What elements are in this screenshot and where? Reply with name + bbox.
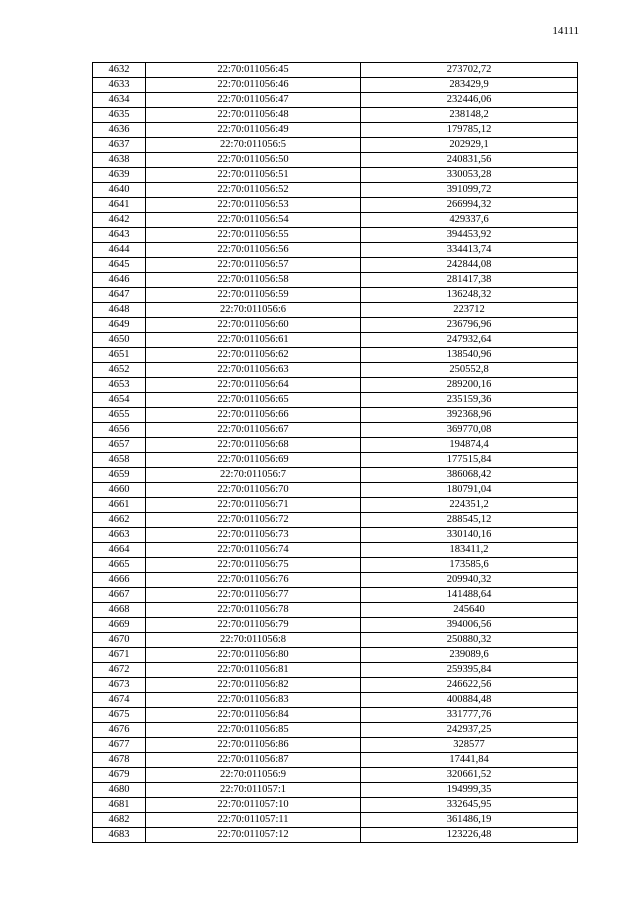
row-number-cell: 4669 [93,618,146,633]
cadastral-value-cell: 246622,56 [361,678,578,693]
row-number-cell: 4682 [93,813,146,828]
cadastral-number-cell: 22:70:011056:5 [146,138,361,153]
row-number-cell: 4664 [93,543,146,558]
cadastral-value-cell: 394453,92 [361,228,578,243]
table-row [93,273,578,288]
cadastral-value-cell: 236796,96 [361,318,578,333]
table-row [93,573,578,588]
row-number-cell: 4642 [93,213,146,228]
table-row [93,138,578,153]
row-number-cell: 4649 [93,318,146,333]
table-row [93,198,578,213]
row-number-cell: 4650 [93,333,146,348]
table-row [93,708,578,723]
row-number-cell: 4654 [93,393,146,408]
table-row [93,633,578,648]
cadastral-value-cell: 232446,06 [361,93,578,108]
cadastral-value-cell: 330140,16 [361,528,578,543]
cadastral-number-cell: 22:70:011056:48 [146,108,361,123]
row-number-cell: 4662 [93,513,146,528]
cadastral-number-cell: 22:70:011057:12 [146,828,361,843]
table-row [93,723,578,738]
table-row [93,213,578,228]
cadastral-value-cell: 136248,32 [361,288,578,303]
row-number-cell: 4683 [93,828,146,843]
cadastral-number-cell: 22:70:011056:61 [146,333,361,348]
cadastral-number-cell: 22:70:011056:6 [146,303,361,318]
cadastral-number-cell: 22:70:011056:79 [146,618,361,633]
cadastral-value-cell: 238148,2 [361,108,578,123]
cadastral-number-cell: 22:70:011056:81 [146,663,361,678]
cadastral-number-cell: 22:70:011056:65 [146,393,361,408]
cadastral-value-cell: 369770,08 [361,423,578,438]
row-number-cell: 4638 [93,153,146,168]
cadastral-value-cell: 141488,64 [361,588,578,603]
cadastral-value-cell: 245640 [361,603,578,618]
cadastral-number-cell: 22:70:011056:59 [146,288,361,303]
table-row [93,588,578,603]
cadastral-number-cell: 22:70:011056:64 [146,378,361,393]
table-row [93,78,578,93]
row-number-cell: 4634 [93,93,146,108]
row-number-cell: 4678 [93,753,146,768]
cadastral-value-cell: 250552,8 [361,363,578,378]
cadastral-number-cell: 22:70:011056:66 [146,408,361,423]
table-row [93,648,578,663]
cadastral-number-cell: 22:70:011056:60 [146,318,361,333]
cadastral-number-cell: 22:70:011056:9 [146,768,361,783]
cadastral-number-cell: 22:70:011056:68 [146,438,361,453]
cadastral-value-cell: 288545,12 [361,513,578,528]
cadastral-value-cell: 259395,84 [361,663,578,678]
cadastral-number-cell: 22:70:011056:55 [146,228,361,243]
cadastral-value-cell: 273702,72 [361,63,578,78]
cadastral-number-cell: 22:70:011056:69 [146,453,361,468]
row-number-cell: 4666 [93,573,146,588]
table-row [93,543,578,558]
cadastral-number-cell: 22:70:011056:76 [146,573,361,588]
table-row [93,183,578,198]
row-number-cell: 4632 [93,63,146,78]
row-number-cell: 4644 [93,243,146,258]
cadastral-value-cell: 250880,32 [361,633,578,648]
cadastral-number-cell: 22:70:011056:78 [146,603,361,618]
cadastral-value-cell: 239089,6 [361,648,578,663]
cadastral-value-cell: 320661,52 [361,768,578,783]
row-number-cell: 4635 [93,108,146,123]
table-row [93,483,578,498]
table-row [93,618,578,633]
row-number-cell: 4645 [93,258,146,273]
table-row [93,228,578,243]
cadastral-value-cell: 202929,1 [361,138,578,153]
row-number-cell: 4680 [93,783,146,798]
table-row [93,438,578,453]
cadastral-number-cell: 22:70:011056:71 [146,498,361,513]
cadastral-value-cell: 224351,2 [361,498,578,513]
cadastral-value-cell: 392368,96 [361,408,578,423]
row-number-cell: 4661 [93,498,146,513]
cadastral-number-cell: 22:70:011056:52 [146,183,361,198]
cadastral-number-cell: 22:70:011056:84 [146,708,361,723]
cadastral-value-cell: 283429,9 [361,78,578,93]
page-number: 14111 [552,25,579,37]
table-body [93,63,578,843]
row-number-cell: 4679 [93,768,146,783]
table-row [93,828,578,843]
cadastral-number-cell: 22:70:011056:74 [146,543,361,558]
row-number-cell: 4646 [93,273,146,288]
cadastral-value-cell: 240831,56 [361,153,578,168]
table-row [93,243,578,258]
table-row [93,363,578,378]
row-number-cell: 4676 [93,723,146,738]
row-number-cell: 4663 [93,528,146,543]
cadastral-value-cell: 209940,32 [361,573,578,588]
cadastral-number-cell: 22:70:011056:83 [146,693,361,708]
table-row [93,738,578,753]
cadastral-value-cell: 328577 [361,738,578,753]
cadastral-number-cell: 22:70:011057:10 [146,798,361,813]
row-number-cell: 4658 [93,453,146,468]
row-number-cell: 4670 [93,633,146,648]
cadastral-number-cell: 22:70:011056:77 [146,588,361,603]
cadastral-number-cell: 22:70:011056:56 [146,243,361,258]
cadastral-value-cell: 266994,32 [361,198,578,213]
cadastral-number-cell: 22:70:011056:49 [146,123,361,138]
table-row [93,603,578,618]
cadastral-number-cell: 22:70:011056:47 [146,93,361,108]
table-row [93,423,578,438]
cadastral-value-cell: 334413,74 [361,243,578,258]
cadastral-number-cell: 22:70:011056:87 [146,753,361,768]
table-row [93,768,578,783]
cadastral-value-cell: 17441,84 [361,753,578,768]
table-row [93,798,578,813]
cadastral-value-cell: 242937,25 [361,723,578,738]
cadastral-number-cell: 22:70:011056:80 [146,648,361,663]
row-number-cell: 4637 [93,138,146,153]
cadastral-value-cell: 332645,95 [361,798,578,813]
row-number-cell: 4668 [93,603,146,618]
cadastral-number-cell: 22:70:011056:82 [146,678,361,693]
table-row [93,453,578,468]
row-number-cell: 4640 [93,183,146,198]
cadastral-value-cell: 177515,84 [361,453,578,468]
table-row [93,93,578,108]
cadastral-number-cell: 22:70:011056:45 [146,63,361,78]
cadastral-value-cell: 281417,38 [361,273,578,288]
table-row [93,468,578,483]
cadastral-number-cell: 22:70:011056:58 [146,273,361,288]
cadastral-number-cell: 22:70:011056:54 [146,213,361,228]
table-row [93,753,578,768]
row-number-cell: 4674 [93,693,146,708]
cadastral-number-cell: 22:70:011056:85 [146,723,361,738]
row-number-cell: 4643 [93,228,146,243]
table-row [93,528,578,543]
cadastral-value-cell: 429337,6 [361,213,578,228]
row-number-cell: 4647 [93,288,146,303]
row-number-cell: 4667 [93,588,146,603]
row-number-cell: 4633 [93,78,146,93]
cadastral-value-cell: 361486,19 [361,813,578,828]
cadastral-value-cell: 386068,42 [361,468,578,483]
table-row [93,513,578,528]
table-row [93,153,578,168]
cadastral-value-cell: 391099,72 [361,183,578,198]
cadastral-number-cell: 22:70:011056:50 [146,153,361,168]
table-row [93,393,578,408]
cadastral-number-cell: 22:70:011056:62 [146,348,361,363]
cadastral-value-cell: 173585,6 [361,558,578,573]
cadastral-value-cell: 331777,76 [361,708,578,723]
row-number-cell: 4665 [93,558,146,573]
row-number-cell: 4653 [93,378,146,393]
cadastral-value-cell: 194999,35 [361,783,578,798]
cadastral-value-cell: 289200,16 [361,378,578,393]
cadastral-value-cell: 183411,2 [361,543,578,558]
table-row [93,63,578,78]
row-number-cell: 4681 [93,798,146,813]
row-number-cell: 4648 [93,303,146,318]
cadastral-value-cell: 138540,96 [361,348,578,363]
table-row [93,333,578,348]
cadastral-number-cell: 22:70:011056:67 [146,423,361,438]
row-number-cell: 4639 [93,168,146,183]
row-number-cell: 4641 [93,198,146,213]
cadastral-value-cell: 330053,28 [361,168,578,183]
cadastral-number-cell: 22:70:011056:57 [146,258,361,273]
table-row [93,813,578,828]
cadastral-number-cell: 22:70:011056:73 [146,528,361,543]
row-number-cell: 4652 [93,363,146,378]
row-number-cell: 4673 [93,678,146,693]
cadastral-number-cell: 22:70:011056:72 [146,513,361,528]
table-row [93,123,578,138]
cadastral-number-cell: 22:70:011056:7 [146,468,361,483]
table-row [93,498,578,513]
cadastral-number-cell: 22:70:011056:70 [146,483,361,498]
cadastral-number-cell: 22:70:011056:46 [146,78,361,93]
table-row [93,663,578,678]
cadastral-value-cell: 242844,08 [361,258,578,273]
cadastral-value-cell: 247932,64 [361,333,578,348]
row-number-cell: 4660 [93,483,146,498]
cadastral-value-cell: 194874,4 [361,438,578,453]
cadastral-value-cell: 223712 [361,303,578,318]
row-number-cell: 4657 [93,438,146,453]
table-row [93,108,578,123]
table-row [93,168,578,183]
table-row [93,318,578,333]
table-row [93,258,578,273]
cadastral-value-cell: 400884,48 [361,693,578,708]
row-number-cell: 4655 [93,408,146,423]
table-row [93,678,578,693]
row-number-cell: 4636 [93,123,146,138]
cadastral-number-cell: 22:70:011056:63 [146,363,361,378]
cadastral-number-cell: 22:70:011057:11 [146,813,361,828]
table-row [93,558,578,573]
row-number-cell: 4656 [93,423,146,438]
cadastral-number-cell: 22:70:011056:53 [146,198,361,213]
row-number-cell: 4677 [93,738,146,753]
table-row [93,288,578,303]
table-row [93,408,578,423]
table-row [93,693,578,708]
cadastral-number-cell: 22:70:011056:86 [146,738,361,753]
cadastral-value-cell: 123226,48 [361,828,578,843]
table-row [93,348,578,363]
cadastral-value-cell: 180791,04 [361,483,578,498]
row-number-cell: 4672 [93,663,146,678]
row-number-cell: 4651 [93,348,146,363]
row-number-cell: 4675 [93,708,146,723]
table-row [93,378,578,393]
table-row [93,303,578,318]
cadastral-number-cell: 22:70:011057:1 [146,783,361,798]
cadastral-number-cell: 22:70:011056:8 [146,633,361,648]
row-number-cell: 4671 [93,648,146,663]
row-number-cell: 4659 [93,468,146,483]
cadastral-value-cell: 235159,36 [361,393,578,408]
table-row [93,783,578,798]
cadastral-number-cell: 22:70:011056:75 [146,558,361,573]
cadastral-value-cell: 394006,56 [361,618,578,633]
cadastral-value-cell: 179785,12 [361,123,578,138]
cadastral-value-table [92,62,578,843]
cadastral-number-cell: 22:70:011056:51 [146,168,361,183]
